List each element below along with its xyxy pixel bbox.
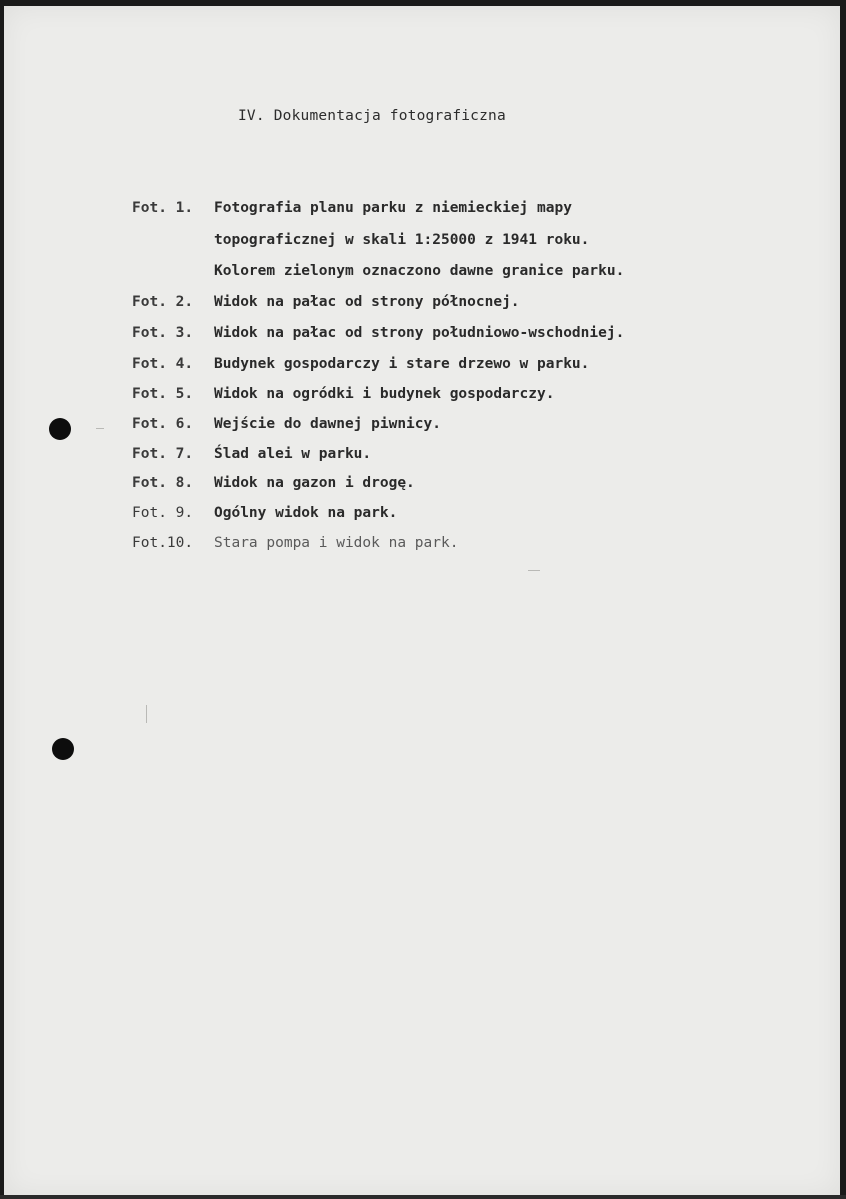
photo-caption: Widok na gazon i drogę. [214, 475, 415, 491]
photo-label: Fot. 2. [132, 294, 194, 310]
scan-edge [0, 1195, 846, 1199]
document-page [4, 6, 840, 1196]
photo-label: Fot. 4. [132, 356, 194, 372]
photo-caption: Ogólny widok na park. [214, 505, 398, 521]
photo-label: Fot. 8. [132, 475, 194, 491]
scan-mark [146, 705, 147, 723]
photo-caption: Widok na pałac od strony południowo-wschodniej. [214, 325, 625, 341]
photo-caption-continued: Kolorem zielonym oznaczono dawne granice parku. [214, 263, 625, 279]
photo-label: Fot. 5. [132, 386, 194, 402]
photo-caption-continued: topograficznej w skali 1:25000 z 1941 roku. [214, 232, 590, 248]
photo-caption: Budynek gospodarczy i stare drzewo w parku. [214, 356, 590, 372]
photo-caption: Wejście do dawnej piwnicy. [214, 416, 441, 432]
punch-hole-bottom [52, 738, 74, 760]
photo-caption: Widok na ogródki i budynek gospodarczy. [214, 386, 555, 402]
photo-label: Fot. 9. [132, 505, 194, 521]
scan-mark [96, 428, 104, 429]
section-heading: IV. Dokumentacja fotograficzna [238, 108, 506, 124]
photo-label: Fot. 7. [132, 446, 194, 462]
photo-caption: Widok na pałac od strony północnej. [214, 294, 520, 310]
photo-caption: Stara pompa i widok na park. [214, 535, 459, 551]
photo-label: Fot.10. [132, 535, 194, 551]
photo-label: Fot. 6. [132, 416, 194, 432]
scan-mark [528, 570, 540, 571]
photo-caption: Fotografia planu parku z niemieckiej mapy [214, 200, 572, 216]
photo-caption: Ślad alei w parku. [214, 446, 372, 462]
punch-hole-top [49, 418, 71, 440]
photo-label: Fot. 3. [132, 325, 194, 341]
photo-label: Fot. 1. [132, 200, 194, 216]
